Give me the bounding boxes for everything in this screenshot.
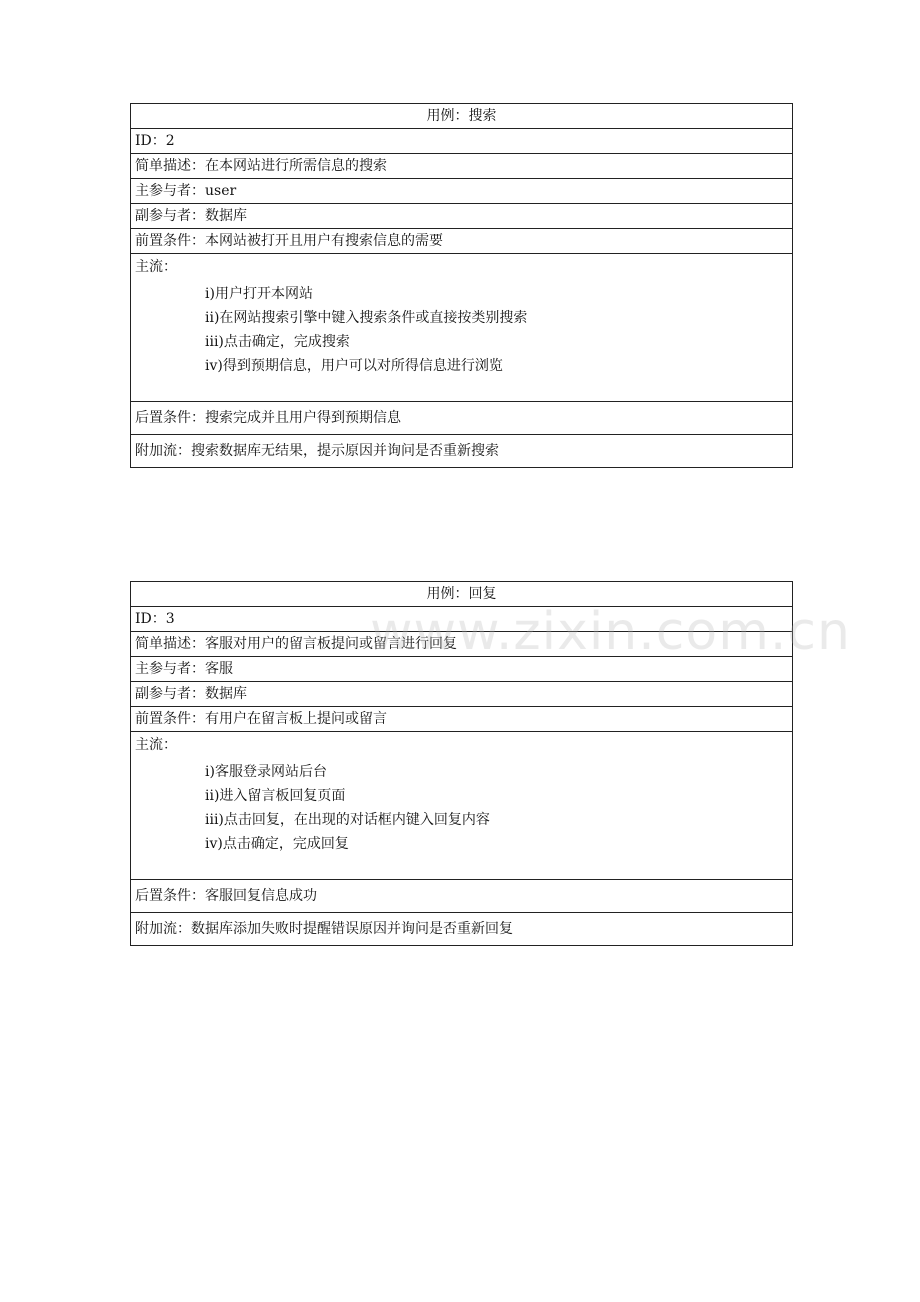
- usecase-table-search: [130, 103, 793, 468]
- usecase-description: 简单描述：客服对用户的留言板提问或留言进行回复: [131, 632, 793, 657]
- main-flow-step: i)用户打开本网站: [205, 286, 313, 302]
- secondary-actor-row: [131, 682, 793, 707]
- usecase-table-reply: [130, 581, 793, 946]
- alternate-flow: 附加流：数据库添加失败时提醒错误原因并询问是否重新回复: [131, 913, 793, 946]
- main-flow-step: iv)得到预期信息，用户可以对所得信息进行浏览: [205, 358, 503, 374]
- main-flow-label: 主流：: [135, 737, 177, 753]
- primary-actor: 主参与者：user: [131, 179, 793, 204]
- main-flow-step: ii)在网站搜索引擎中键入搜索条件或直接按类别搜索: [205, 310, 528, 326]
- description-row: [131, 154, 793, 179]
- usecase-id: ID：3: [131, 607, 793, 632]
- alternate-flow-row: [131, 913, 793, 946]
- alternate-flow: 附加流：搜索数据库无结果，提示原因并询问是否重新搜索: [131, 435, 793, 468]
- postcondition-row: [131, 880, 793, 913]
- precondition-row: [131, 229, 793, 254]
- main-flow-row: [131, 732, 793, 880]
- alternate-flow-row: [131, 435, 793, 468]
- main-flow-step: i)客服登录网站后台: [205, 764, 327, 780]
- main-flow-step: iii)点击回复，在出现的对话框内键入回复内容: [205, 812, 490, 828]
- id-row: [131, 607, 793, 632]
- precondition-row: [131, 707, 793, 732]
- main-flow-step: iv)点击确定，完成回复: [205, 836, 349, 852]
- main-flow-step: ii)进入留言板回复页面: [205, 788, 346, 804]
- secondary-actor: 副参与者：数据库: [131, 682, 793, 707]
- primary-actor: 主参与者：客服: [131, 657, 793, 682]
- precondition: 前置条件：本网站被打开且用户有搜索信息的需要: [131, 229, 793, 254]
- usecase-description: 简单描述：在本网站进行所需信息的搜索: [131, 154, 793, 179]
- postcondition-row: [131, 402, 793, 435]
- table-title-row: [131, 582, 793, 607]
- primary-actor-row: [131, 179, 793, 204]
- primary-actor-row: [131, 657, 793, 682]
- secondary-actor: 副参与者：数据库: [131, 204, 793, 229]
- precondition: 前置条件：有用户在留言板上提问或留言: [131, 707, 793, 732]
- main-flow-step: iii)点击确定，完成搜索: [205, 334, 350, 350]
- main-flow-label: 主流：: [135, 259, 177, 275]
- table-title-row: [131, 104, 793, 129]
- watermark: www.zixin.com.cn: [370, 602, 851, 662]
- secondary-actor-row: [131, 204, 793, 229]
- main-flow: [131, 254, 793, 402]
- postcondition: 后置条件：搜索完成并且用户得到预期信息: [131, 402, 793, 435]
- description-row: [131, 632, 793, 657]
- main-flow: [131, 732, 793, 880]
- usecase-title: 用例：搜索: [131, 104, 793, 129]
- main-flow-row: [131, 254, 793, 402]
- id-row: [131, 129, 793, 154]
- usecase-id: ID：2: [131, 129, 793, 154]
- usecase-title: 用例：回复: [131, 582, 793, 607]
- postcondition: 后置条件：客服回复信息成功: [131, 880, 793, 913]
